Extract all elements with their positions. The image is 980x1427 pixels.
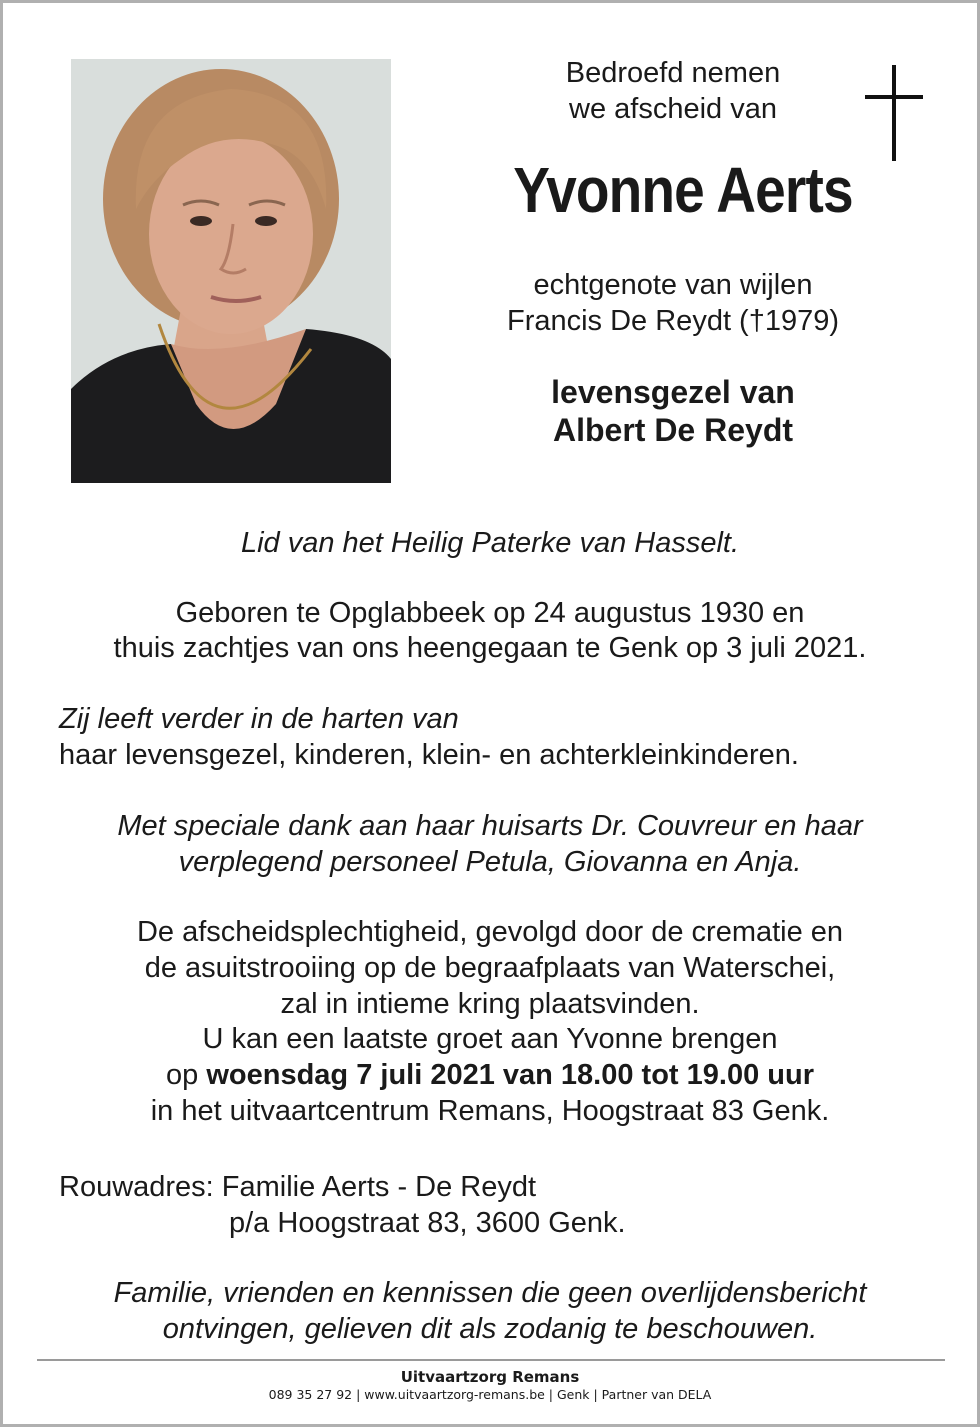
lives-on-line: Zij leeft verder in de harten van <box>59 703 459 735</box>
thanks-line: Met speciale dank aan haar huisarts Dr. Couvreur en haar <box>117 810 863 842</box>
partner-info <box>473 373 873 449</box>
survivors-line: haar levensgezel, kinderen, klein- en achterkleinkinderen. <box>59 739 799 771</box>
ceremony-date: woensdag 7 juli 2021 van 18.00 tot 19.00 uur <box>206 1059 814 1091</box>
ceremony-line: De afscheidsplechtigheid, gevolgd door de crematie en <box>136 916 844 948</box>
portrait-photo <box>71 59 391 483</box>
ceremony-line: zal in intieme kring plaatsvinden. <box>280 988 700 1020</box>
notice-line: ontvingen, gelieven dit als zodanig te beschouwen. <box>162 1313 818 1345</box>
spouse-info <box>473 267 873 339</box>
partner-line: levensgezel van <box>551 374 795 410</box>
ceremony-date-line <box>3 1058 977 1093</box>
born-line: Geboren te Opglabbeek op 24 augustus 1930 en <box>175 597 805 629</box>
address-line: Rouwadres: Familie Aerts - De Reydt <box>59 1171 537 1203</box>
death-line: thuis zachtjes van ons heengegaan te Genk op 3 juli 2021. <box>113 632 867 664</box>
thanks-line: verplegend personeel Petula, Giovanna en Anja. <box>178 846 802 878</box>
ceremony-line: U kan een laatste groet aan Yvonne brengen <box>202 1023 778 1055</box>
cross-icon <box>865 65 923 161</box>
spouse-line: echtgenote van wijlen <box>533 269 813 301</box>
intro-text <box>503 55 843 127</box>
intro-line: we afscheid van <box>569 93 777 125</box>
ceremony-date-prefix: op <box>166 1059 199 1091</box>
ceremony-location: in het uitvaartcentrum Remans, Hoogstraat 83 Genk. <box>150 1095 830 1127</box>
funeral-company-info: 089 35 27 92 | www.uitvaartzorg-remans.be | Genk | Partner van DELA <box>268 1387 712 1402</box>
intro-line: Bedroefd nemen <box>565 57 781 89</box>
notice-line: Familie, vrienden en kennissen die geen overlijdensbericht <box>113 1277 867 1309</box>
address-line: p/a Hoogstraat 83, 3600 Genk. <box>229 1207 626 1239</box>
footer-divider <box>37 1359 945 1361</box>
spouse-line: Francis De Reydt (†1979) <box>506 305 840 337</box>
deceased-name: Yvonne Aerts <box>513 154 853 226</box>
ceremony-line: de asuitstrooiing op de begraafplaats van Waterschei, <box>144 952 836 984</box>
funeral-company-name: Uitvaartzorg Remans <box>400 1368 580 1386</box>
portrait-illustration <box>71 59 391 483</box>
partner-line: Albert De Reydt <box>552 412 794 448</box>
membership-text: Lid van het Heilig Paterke van Hasselt. <box>240 527 740 559</box>
